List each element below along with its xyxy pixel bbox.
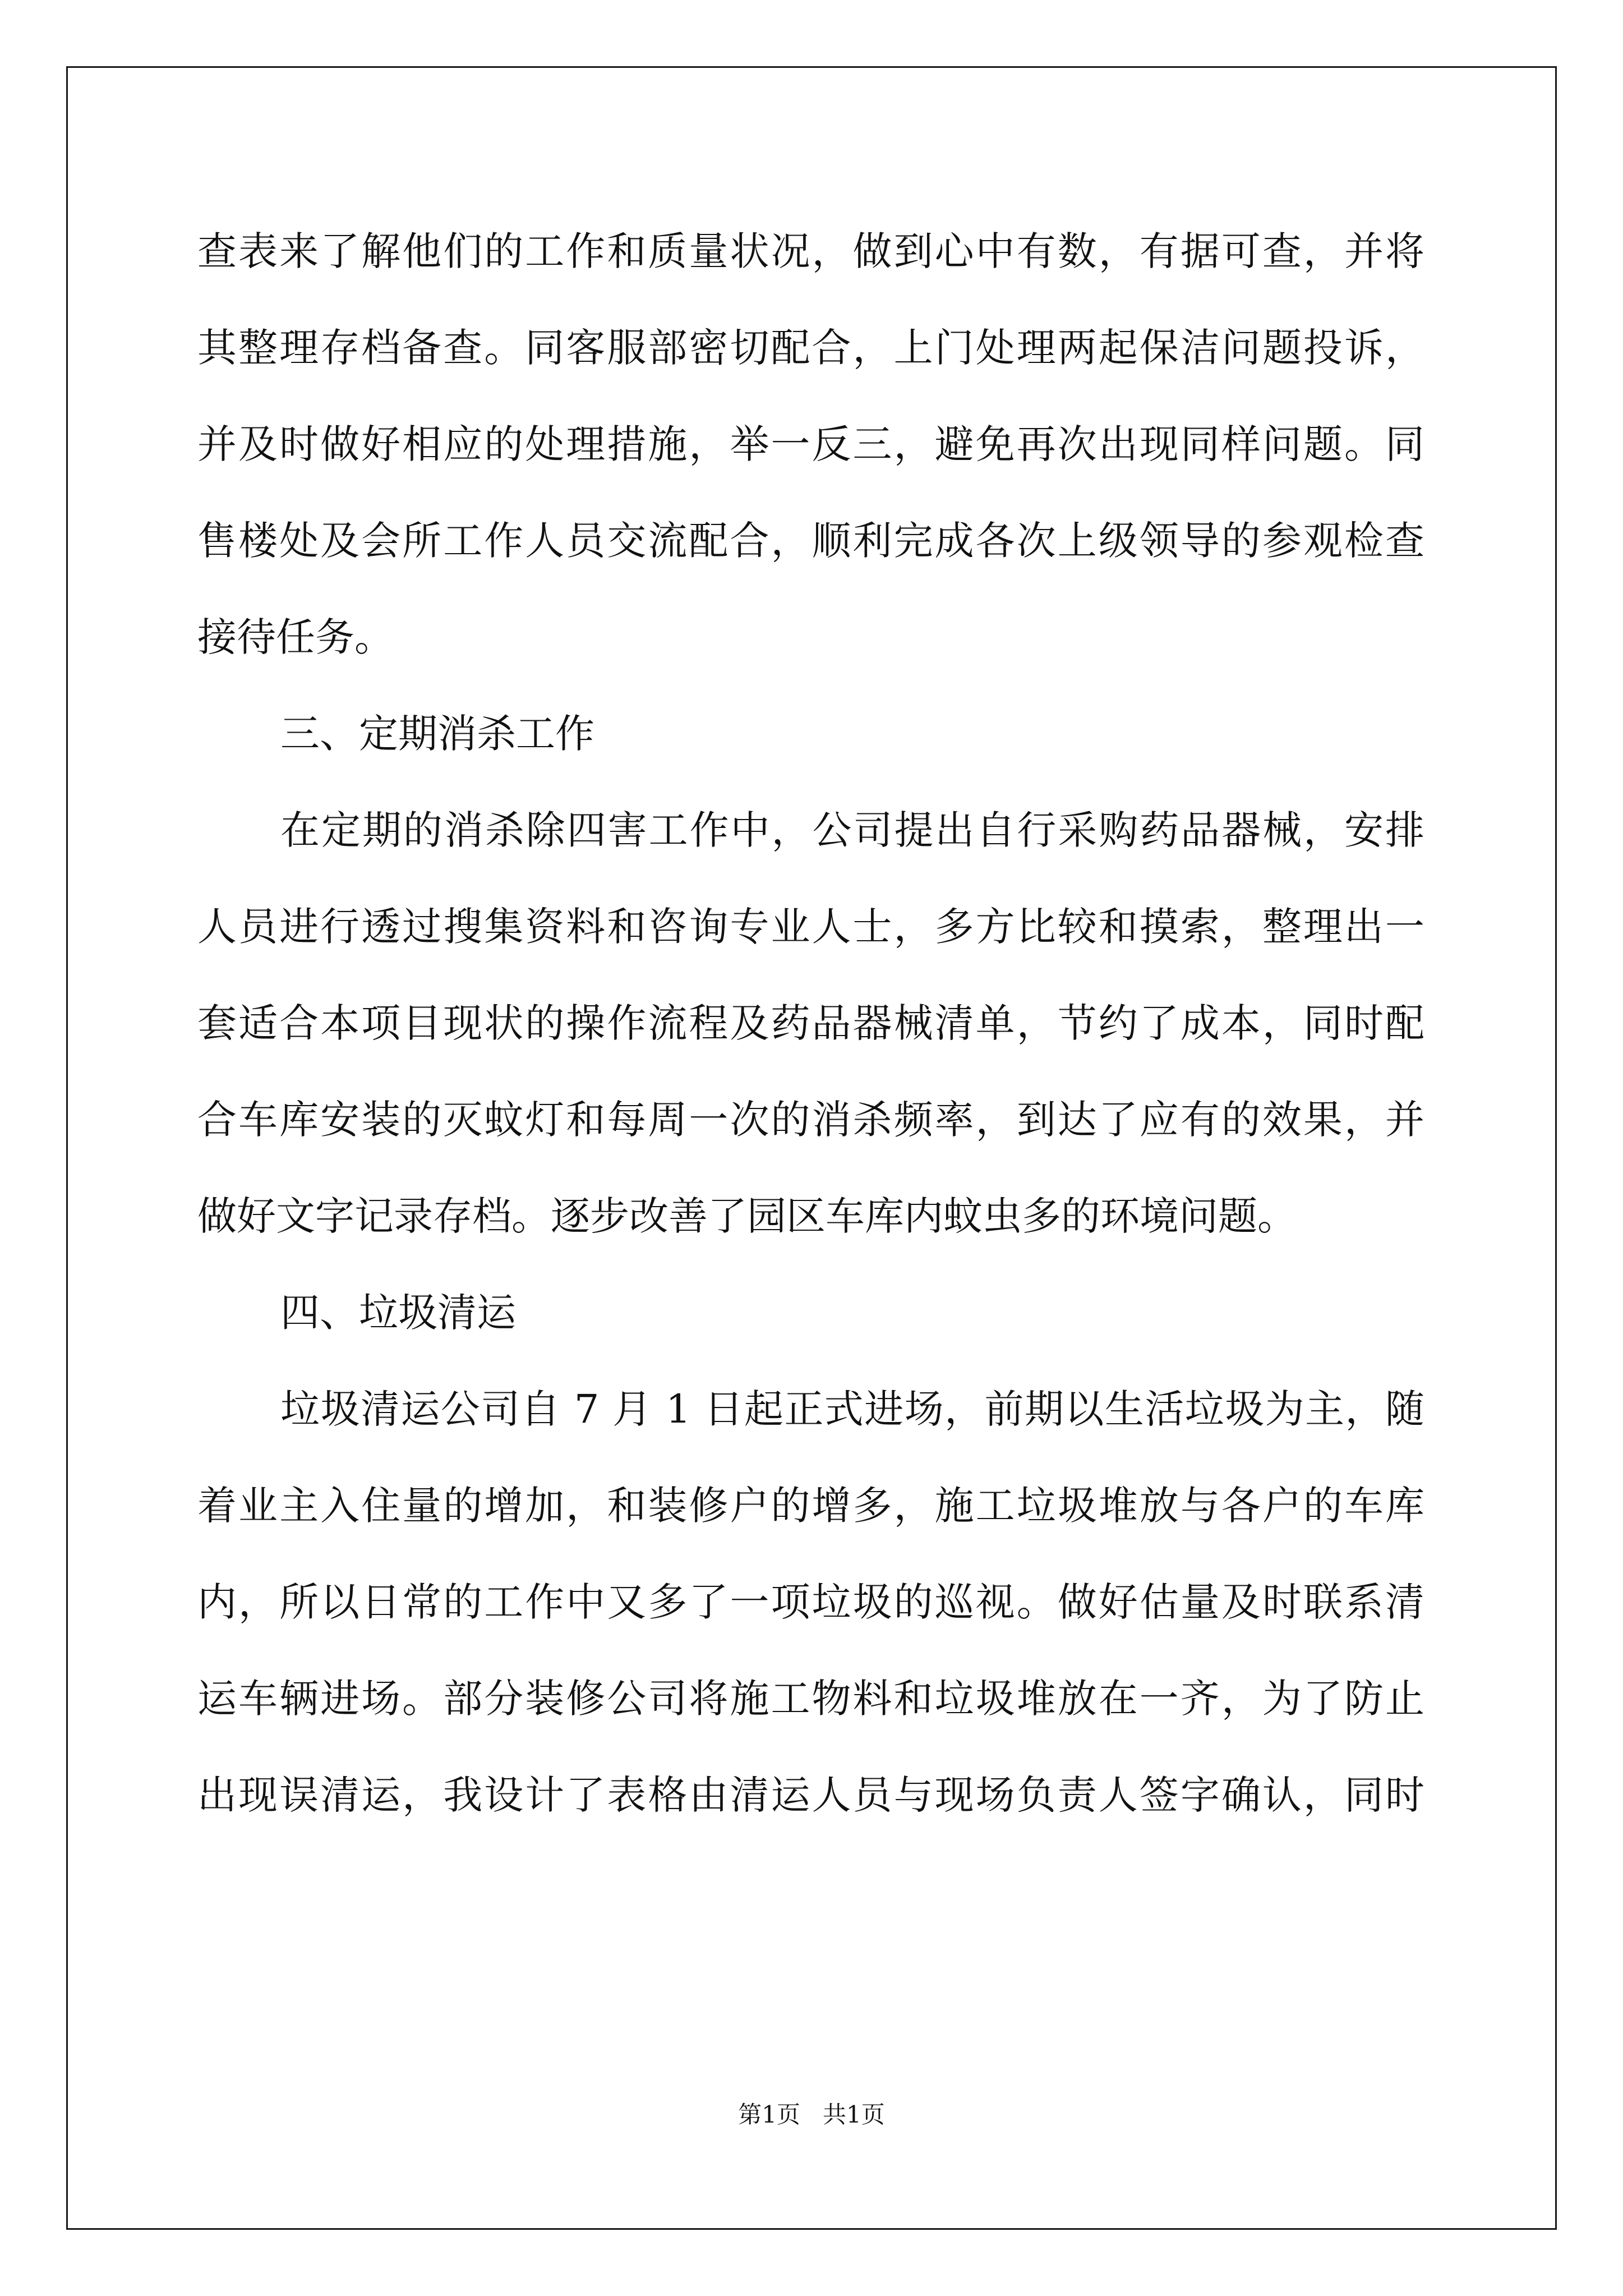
- paragraph-line: 其整理存档备查。同客服部密切配合，上门处理两起保洁问题投诉，: [197, 325, 1424, 371]
- paragraph-line: 运车辆进场。部分装修公司将施工物料和垃圾堆放在一齐，为了防止: [197, 1676, 1424, 1722]
- paragraph-line: 着业主入住量的增加，和装修户的增多，施工垃圾堆放与各户的车库: [197, 1483, 1424, 1529]
- paragraph-line: 在定期的消杀除四害工作中，公司提出自行采购药品器械，安排: [280, 807, 1424, 853]
- paragraph-line: 售楼处及会所工作人员交流配合，顺利完成各次上级领导的参观检查: [197, 518, 1424, 564]
- paragraph-line: 套适合本项目现状的操作流程及药品器械清单，节约了成本，同时配: [197, 1000, 1424, 1046]
- paragraph-line: 合车库安装的灭蚊灯和每周一次的消杀频率，到达了应有的效果，并: [197, 1097, 1424, 1143]
- section-heading: 三、定期消杀工作: [280, 711, 594, 757]
- page-border: [66, 66, 1557, 2230]
- paragraph-line: 出现误清运，我设计了表格由清运人员与现场负责人签字确认，同时: [197, 1772, 1424, 1818]
- paragraph-line: 人员进行透过搜集资料和咨询专业人士，多方比较和摸索，整理出一: [197, 904, 1424, 950]
- paragraph-line: 接待任务。: [197, 614, 394, 660]
- paragraph-line: 内，所以日常的工作中又多了一项垃圾的巡视。做好估量及时联系清: [197, 1579, 1424, 1625]
- paragraph-line: 做好文字记录存档。逐步改善了园区车库内蚊虫多的环境问题。: [197, 1193, 1297, 1239]
- section-heading: 四、垃圾清运: [280, 1290, 516, 1336]
- paragraph-line: 查表来了解他们的工作和质量状况，做到心中有数，有据可查，并将: [197, 228, 1424, 274]
- paragraph-line: 垃圾清运公司自 7 月 1 日起正式进场，前期以生活垃圾为主，随: [280, 1386, 1424, 1432]
- page-footer: 第1页 共1页: [738, 2101, 885, 2128]
- paragraph-line: 并及时做好相应的处理措施，举一反三，避免再次出现同样问题。同: [197, 421, 1424, 467]
